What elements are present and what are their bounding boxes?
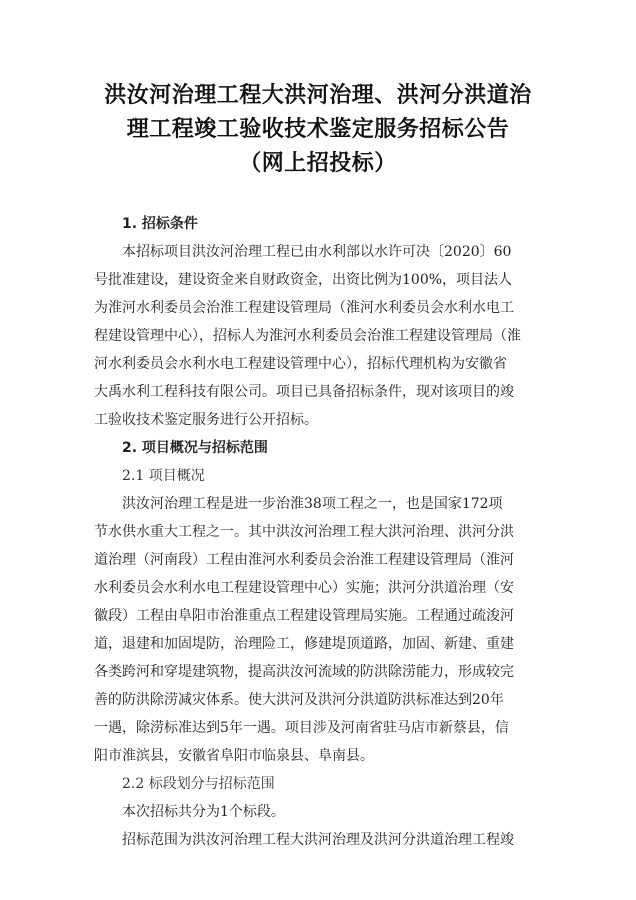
title-line-1: 洪汝河治理工程大洪河治理、洪河分洪道治 — [104, 82, 532, 108]
section-2-2-paragraph-2 — [94, 826, 546, 854]
text-line: 河水利委员会水利水电工程建设管理中心），招标代理机构为安徽省 — [94, 356, 507, 372]
section-1-paragraph — [94, 238, 546, 434]
text-line: 阳市淮滨县，安徽省阜阳市临泉县、阜南县。 — [94, 748, 374, 764]
text-line: 徽段）工程由阜阳市治淮重点工程建设管理局实施。工程通过疏浚河 — [94, 608, 514, 624]
section-2-1-paragraph — [94, 490, 546, 770]
text-line: 各类跨河和穿堤建筑物，提高洪汝河流域的防洪除涝能力，形成较完 — [94, 664, 514, 680]
text-line: 号批准建设，建设资金来自财政资金，出资比例为100%，项目法人 — [94, 272, 513, 288]
text-line: 道治理（河南段）工程由淮河水利委员会治淮工程建设管理局（淮河 — [94, 552, 514, 568]
text-line: 招标范围为洪汝河治理工程大洪河治理及洪河分洪道治理工程竣 — [122, 832, 514, 848]
section-2-heading: 2. 项目概况与招标范围 — [122, 440, 268, 456]
title-line-2: 理工程竣工验收技术鉴定服务招标公告 — [126, 116, 510, 142]
section-2-1-heading: 2.1 项目概况 — [122, 468, 205, 484]
text-line: 为淮河水利委员会治淮工程建设管理局（淮河水利委员会水利水电工 — [94, 300, 514, 316]
title-line-3: （网上招投标） — [239, 150, 397, 176]
section-2-2-paragraph-1 — [94, 798, 546, 826]
section-2-2-heading: 2.2 标段划分与招标范围 — [122, 776, 275, 792]
section-1-heading: 1. 招标条件 — [122, 216, 198, 232]
text-line: 节水供水重大工程之一。其中洪汝河治理工程大洪河治理、洪河分洪 — [94, 524, 514, 540]
text-line: 道，退建和加固堤防，治理险工，修建堤顶道路，加固、新建、重建 — [94, 636, 514, 652]
text-line: 工验收技术鉴定服务进行公开招标。 — [94, 412, 318, 428]
text-line: 水利委员会水利水电工程建设管理中心）实施；洪河分洪道治理（安 — [94, 580, 514, 596]
text-line: 洪汝河治理工程是进一步治淮38项工程之一，也是国家172项 — [122, 496, 503, 512]
document-body — [94, 210, 546, 854]
text-line: 本招标项目洪汝河治理工程已由水利部以水许可决〔2020〕60 — [122, 244, 512, 260]
text-line: 本次招标共分为1个标段。 — [122, 804, 285, 820]
text-line: 程建设管理中心），招标人为淮河水利委员会治淮工程建设管理局（淮 — [94, 328, 521, 344]
document-title — [0, 78, 636, 180]
text-line: 一遇，除涝标准达到5年一遇。项目涉及河南省驻马店市新蔡县，信 — [94, 720, 509, 736]
text-line: 大禹水利工程科技有限公司。项目已具备招标条件，现对该项目的竣 — [94, 384, 514, 400]
text-line: 善的防洪除涝减灾体系。使大洪河及洪河分洪道防洪标准达到20年 — [94, 692, 504, 708]
